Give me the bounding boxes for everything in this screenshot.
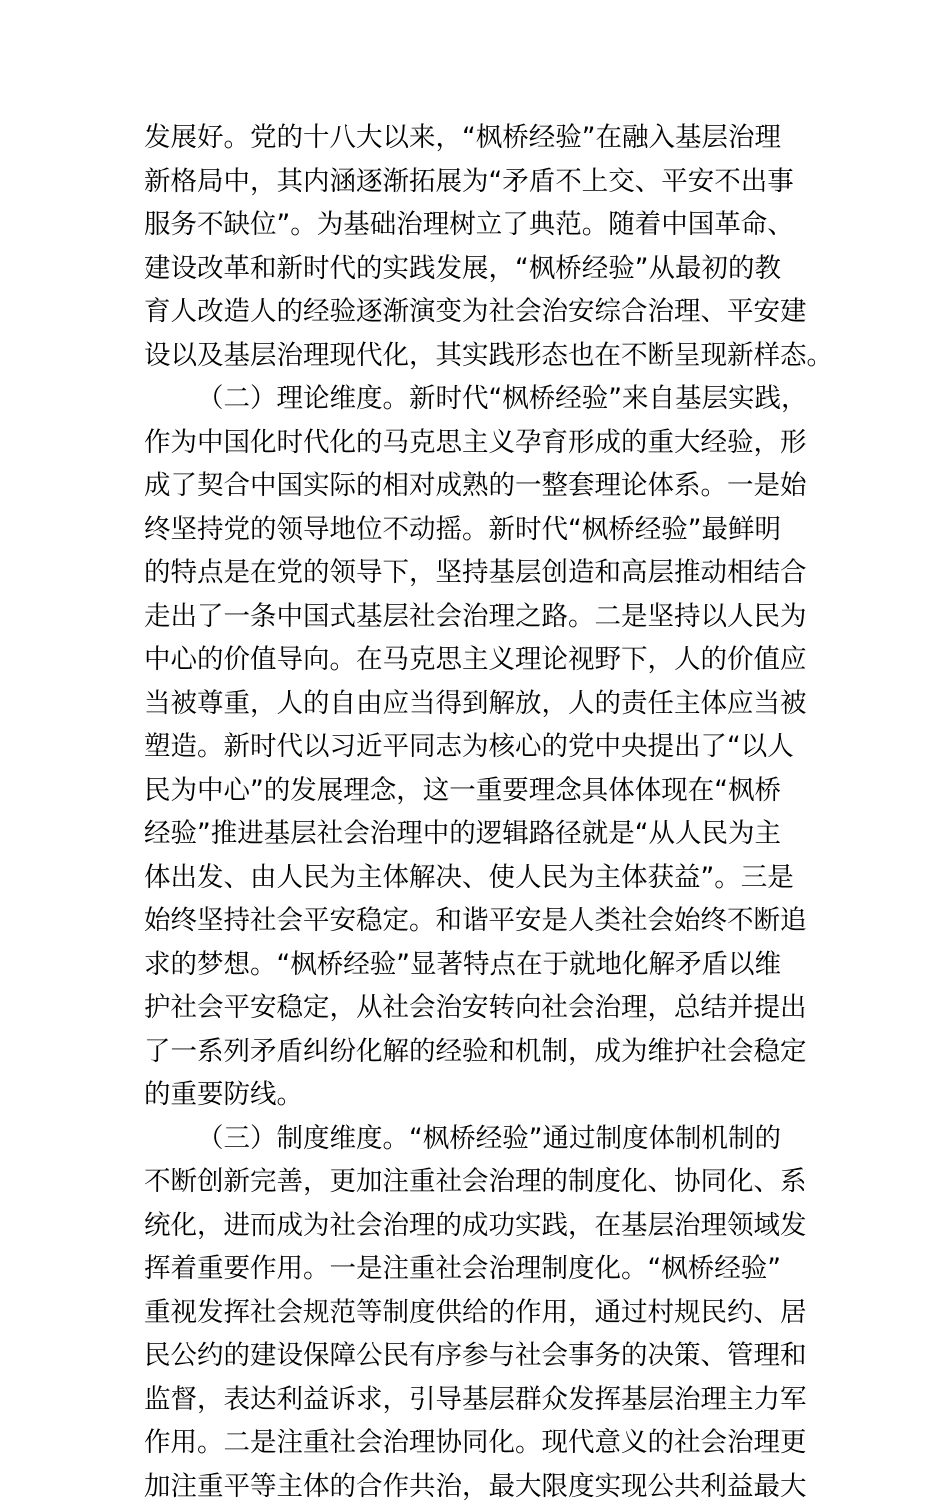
body-text	[144, 116, 814, 1508]
text-line: 重视发挥社会规范等制度供给的作用，通过村规民约、居	[144, 1291, 814, 1335]
section-heading-line: （三）制度维度。“枫桥经验”通过制度体制机制的	[144, 1117, 814, 1161]
text-line: 民为中心”的发展理念，这一重要理念具体体现在“枫桥	[144, 769, 814, 813]
text-line: 体出发、由人民为主体解决、使人民为主体获益”。三是	[144, 856, 814, 900]
text-line: 监督，表达利益诉求，引导基层群众发挥基层治理主力军	[144, 1378, 814, 1422]
text-line: 加注重平等主体的合作共治，最大限度实现公共利益最大	[144, 1465, 814, 1508]
section-heading-line: （二）理论维度。新时代“枫桥经验”来自基层实践，	[144, 377, 814, 421]
text-line: 作用。二是注重社会治理协同化。现代意义的社会治理更	[144, 1421, 814, 1465]
text-line: 服务不缺位”。为基础治理树立了典范。随着中国革命、	[144, 203, 814, 247]
text-line: 成了契合中国实际的相对成熟的一整套理论体系。一是始	[144, 464, 814, 508]
text-line: 当被尊重，人的自由应当得到解放，人的责任主体应当被	[144, 682, 814, 726]
text-line: 终坚持党的领导地位不动摇。新时代“枫桥经验”最鲜明	[144, 508, 814, 552]
text-line: 始终坚持社会平安稳定。和谐平安是人类社会始终不断追	[144, 899, 814, 943]
text-line: 设以及基层治理现代化，其实践形态也在不断呈现新样态。	[144, 334, 814, 378]
text-line: 的特点是在党的领导下，坚持基层创造和高层推动相结合	[144, 551, 814, 595]
text-line: 求的梦想。“枫桥经验”显著特点在于就地化解矛盾以维	[144, 943, 814, 987]
text-line: 走出了一条中国式基层社会治理之路。二是坚持以人民为	[144, 595, 814, 639]
text-line: 发展好。党的十八大以来，“枫桥经验”在融入基层治理	[144, 116, 814, 160]
text-line: 作为中国化时代化的马克思主义孕育形成的重大经验，形	[144, 421, 814, 465]
text-line: 了一系列矛盾纠纷化解的经验和机制，成为维护社会稳定	[144, 1030, 814, 1074]
text-line: 中心的价值导向。在马克思主义理论视野下，人的价值应	[144, 638, 814, 682]
text-line: 的重要防线。	[144, 1073, 814, 1117]
text-line: 建设改革和新时代的实践发展，“枫桥经验”从最初的教	[144, 247, 814, 291]
text-line: 新格局中，其内涵逐渐拓展为“矛盾不上交、平安不出事	[144, 160, 814, 204]
text-line: 不断创新完善，更加注重社会治理的制度化、协同化、系	[144, 1160, 814, 1204]
text-line: 挥着重要作用。一是注重社会治理制度化。“枫桥经验”	[144, 1247, 814, 1291]
text-line: 育人改造人的经验逐渐演变为社会治安综合治理、平安建	[144, 290, 814, 334]
text-line: 统化，进而成为社会治理的成功实践，在基层治理领域发	[144, 1204, 814, 1248]
text-line: 护社会平安稳定，从社会治安转向社会治理，总结并提出	[144, 986, 814, 1030]
text-line: 民公约的建设保障公民有序参与社会事务的决策、管理和	[144, 1334, 814, 1378]
text-line: 塑造。新时代以习近平同志为核心的党中央提出了“以人	[144, 725, 814, 769]
text-line: 经验”推进基层社会治理中的逻辑路径就是“从人民为主	[144, 812, 814, 856]
